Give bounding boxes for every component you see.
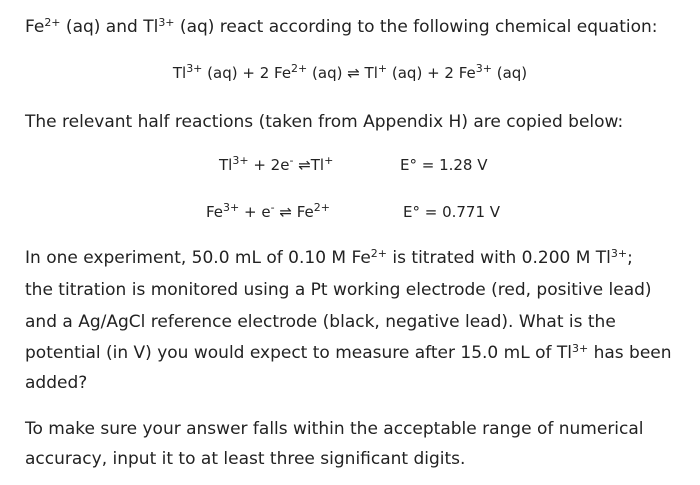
h1-tl: Tl (219, 156, 233, 174)
intro-text-1: (aq) and Tl (60, 17, 159, 37)
exp-l1a: In one experiment, 50.0 mL of 0.10 M Fe (25, 248, 371, 268)
eq-part-e: (aq) (491, 64, 528, 82)
experiment-line-4 (25, 343, 672, 363)
half-reaction-1 (219, 156, 333, 174)
eq-part-c: (aq) ⇌ Tl (307, 64, 378, 82)
h1-product: ⇌Tl (293, 156, 325, 174)
exp-l4a: potential (in V) you would expect to measure after 15.0 mL of Tl (25, 343, 572, 363)
exp-l1b: is titrated with 0.200 M Tl (387, 248, 611, 268)
intro-fe-charge: 2+ (44, 16, 61, 29)
half-reaction-2 (206, 203, 330, 221)
h1-product-charge: + (324, 154, 334, 167)
note-line-2: accuracy, input it to at least three significant digits. (25, 449, 466, 469)
exp-l4-tl-charge: 3+ (571, 342, 589, 355)
h2-fe-charge: 3+ (223, 201, 240, 214)
h1-tl-charge: 3+ (232, 154, 249, 167)
overall-equation (0, 64, 700, 82)
eq-part-b: (aq) + 2 Fe (202, 64, 292, 82)
experiment-line-2: the titration is monitored using a Pt working electrode (red, positive lead) (25, 280, 652, 300)
h2-electron: + e (239, 203, 271, 221)
intro-fe: Fe (25, 17, 45, 37)
half-reaction-2-potential: E° = 0.771 V (403, 203, 501, 221)
h1-electron-charge: - (289, 154, 294, 167)
h2-fe: Fe (206, 203, 224, 221)
exp-tl-charge: 3+ (610, 247, 628, 260)
eq-part-d: (aq) + 2 Fe (387, 64, 476, 82)
eq-tl-charge: 3+ (186, 62, 203, 75)
eq-fe-charge: 2+ (291, 62, 308, 75)
exp-l4b: has been (588, 343, 672, 363)
intro-text-2: (aq) react according to the following chemical equation: (174, 17, 658, 37)
eq-tl: Tl (172, 64, 187, 82)
exp-fe-charge: 2+ (370, 247, 388, 260)
intro-tl-charge: 3+ (158, 16, 175, 29)
h2-product: ⇌ Fe (274, 203, 314, 221)
eq-tl-plus: + (377, 62, 388, 75)
experiment-line-3: and a Ag/AgCl reference electrode (black, negative lead). What is the (25, 312, 616, 332)
note-line-1: To make sure your answer falls within the acceptable range of numerical (25, 419, 644, 439)
exp-l1c: ; (627, 248, 633, 268)
half-reaction-1-potential: E° = 1.28 V (400, 156, 488, 174)
experiment-line-1 (25, 248, 633, 268)
experiment-line-5: added? (25, 373, 88, 393)
h2-product-charge: 2+ (313, 201, 330, 214)
h1-electrons: + 2e (248, 156, 290, 174)
intro-line (25, 17, 658, 37)
h2-electron-charge: - (270, 201, 275, 214)
eq-fe3-charge: 3+ (475, 62, 492, 75)
half-reactions-intro: The relevant half reactions (taken from Appendix H) are copied below: (25, 112, 624, 132)
